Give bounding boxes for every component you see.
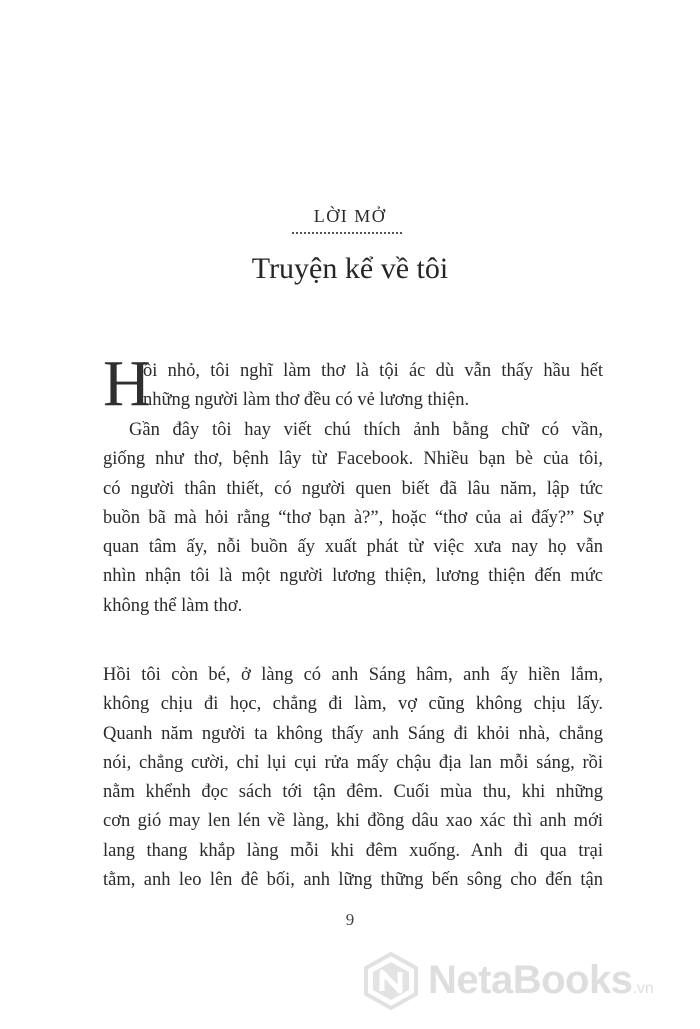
dotted-divider: [292, 232, 402, 234]
text-line: buồn bã mà hỏi rằng “thơ bạn à?”, hoặc “thơ của ai đấy?” Sự: [103, 507, 603, 528]
watermark: [362, 952, 692, 1022]
text-line: ồi nhỏ, tôi nghĩ làm thơ là tội ác dù vẫn thấy hầu hết: [143, 361, 603, 381]
paragraph-2: [103, 416, 603, 621]
section-kicker: LỜI MỞ: [313, 206, 387, 226]
text-line: cơn gió may len lén về làng, khi đồng dâu xao xác thì anh mới: [103, 811, 603, 832]
netabooks-logo-icon: [362, 952, 420, 1010]
text-line: lang thang khắp làng mỗi khi đêm xuống. Anh đi qua trại: [103, 840, 603, 861]
watermark-brand: [428, 958, 654, 1003]
text-line: nằm khểnh đọc sách tới tận đêm. Cuối mùa thu, khi những: [103, 782, 603, 803]
text-line: không chịu đi học, chẳng đi làm, vợ cũng không chịu lấy.: [103, 694, 603, 715]
text-line: giống như thơ, bệnh lây từ Facebook. Nhiều bạn bè của tôi,: [103, 449, 603, 470]
chapter-title: Truyện kể về tôi: [251, 252, 449, 285]
page-number: 9: [345, 910, 355, 929]
drop-cap: H: [103, 347, 151, 420]
text-line: tằm, anh leo lên đê bối, anh lững thững bến sông cho đến tận: [103, 870, 603, 891]
paragraph-3: [103, 661, 603, 895]
text-line: những người làm thơ đều có vẻ lương thiện.: [143, 390, 470, 411]
paragraph-1: [103, 347, 603, 420]
text-line: nói, chẳng cười, chỉ lụi cụi rửa mấy chậu địa lan mỗi sáng, rồi: [103, 752, 603, 773]
text-line: Gần đây tôi hay viết chú thích ảnh bằng chữ có vần,: [129, 420, 603, 440]
text-line: có người thân thiết, có người quen biết đã lâu năm, lập tức: [103, 478, 603, 499]
text-line: Quanh năm người ta không thấy anh Sáng đi khỏi nhà, chẳng: [103, 723, 603, 744]
watermark-suffix: .vn: [632, 980, 654, 997]
text-line: nhìn nhận tôi là một người lương thiện, lương thiện đến mức: [103, 566, 603, 587]
text-line: không thể làm thơ.: [103, 595, 243, 616]
text-line: quan tâm ấy, nỗi buồn ấy xuất phát từ việc xưa nay họ vẫn: [103, 537, 603, 558]
text-line: Hồi tôi còn bé, ở làng có anh Sáng hâm, anh ấy hiền lắm,: [103, 665, 603, 685]
watermark-brand-name: NetaBooks: [428, 958, 633, 1002]
